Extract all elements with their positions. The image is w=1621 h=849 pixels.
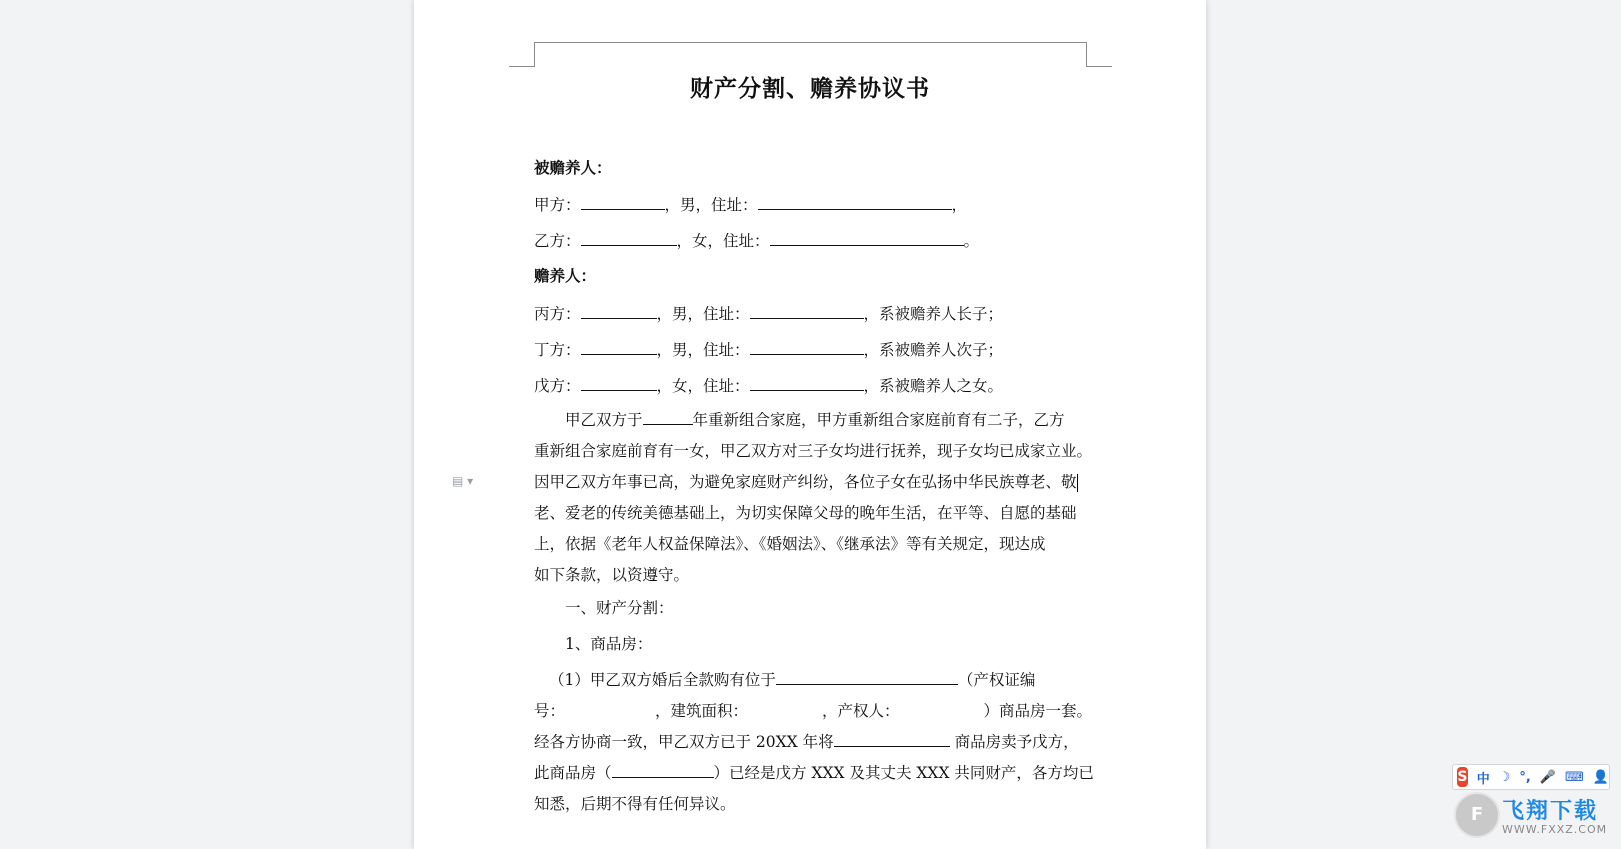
blank-field xyxy=(581,230,677,246)
paragraph-handle-icon[interactable]: ▤ ▾ xyxy=(452,474,474,488)
ime-toolbar[interactable] xyxy=(1452,764,1610,790)
clause-paragraph: （1）甲乙双方婚后全款购有位于 （产权证编 号： ，建筑面积： ，产权人： ）商品房一套。 经各方协商一致，甲乙双方已于 20XX 年将 商品房卖予戊方， 此商品房（ ）已经是戊方 XXX 及其丈夫 XXX 共同财产，各方均已 知悉，后期不得有任何异议。 xyxy=(534,671,1094,813)
user-icon[interactable]: 👤 xyxy=(1592,769,1609,785)
microphone-icon[interactable]: 🎤 xyxy=(1539,769,1557,785)
sogou-logo-icon[interactable]: S xyxy=(1457,769,1468,785)
intro-paragraph: 甲乙双方于 年重新组合家庭，甲方重新组合家庭前育有二子，乙方 重新组合家庭前育有一女，甲乙双方对三子女均进行抚养，现子女均已成家立业。 因甲乙双方年事已高，为避免家庭财产纠纷，各位子女在弘扬中华民族尊老、敬 老、爱老的传统美德基础上，为切实保障父母的晚年生活，在平等、自愿的基础 上，依据《老年人权益保障法》、《婚姻法》、《继承法》等有关规定，现达成 如下条款，以资遵守。 xyxy=(534,411,1093,584)
crop-mark-top-right xyxy=(1086,42,1112,67)
blank-field xyxy=(834,731,950,747)
ime-language-toggle[interactable]: 中 xyxy=(1476,771,1490,787)
punctuation-icon[interactable]: °, xyxy=(1519,769,1531,785)
document-title: 财产分割、赡养协议书 xyxy=(690,75,930,102)
blank-field xyxy=(776,669,958,685)
party-yi-line: 乙方： ，女，住址： 。 xyxy=(534,232,980,250)
party-ding-line: 丁方： ，男，住址： ，系被赡养人次子； xyxy=(534,341,1004,359)
party-wu-line: 戊方： ，女，住址： ，系被赡养人之女。 xyxy=(534,377,1004,395)
watermark-logo-icon: F xyxy=(1454,792,1500,838)
watermark-url: WWW.FXXZ.COM xyxy=(1502,823,1608,836)
blank-field xyxy=(750,303,864,319)
moon-icon[interactable]: ☽ xyxy=(1498,769,1511,785)
crop-mark-top-left xyxy=(509,42,535,67)
document-page[interactable] xyxy=(414,0,1206,849)
heading-commercial-house: 1、商品房： xyxy=(565,635,653,653)
blank-field xyxy=(770,230,964,246)
section-dependent-heading: 被赡养人： xyxy=(534,158,612,177)
text-cursor xyxy=(1077,474,1078,492)
section-supporter-heading: 赡养人： xyxy=(534,266,597,285)
blank-field xyxy=(750,375,864,391)
watermark-text: 飞翔下载 xyxy=(1502,799,1599,824)
blank-field xyxy=(581,339,657,355)
blank-field xyxy=(643,409,693,425)
blank-field xyxy=(581,194,665,210)
watermark xyxy=(1450,788,1615,843)
party-jia-line: 甲方： ，男，住址： ， xyxy=(534,196,968,214)
heading-property-division: 一、财产分割： xyxy=(565,599,674,617)
party-bing-line: 丙方： ，男，住址： ，系被赡养人长子； xyxy=(534,305,1004,323)
blank-field xyxy=(758,194,952,210)
blank-field xyxy=(612,762,714,778)
blank-field xyxy=(581,303,657,319)
keyboard-icon[interactable]: ⌨ xyxy=(1565,769,1584,785)
blank-field xyxy=(581,375,657,391)
blank-field xyxy=(750,339,864,355)
header-line xyxy=(534,42,1086,43)
